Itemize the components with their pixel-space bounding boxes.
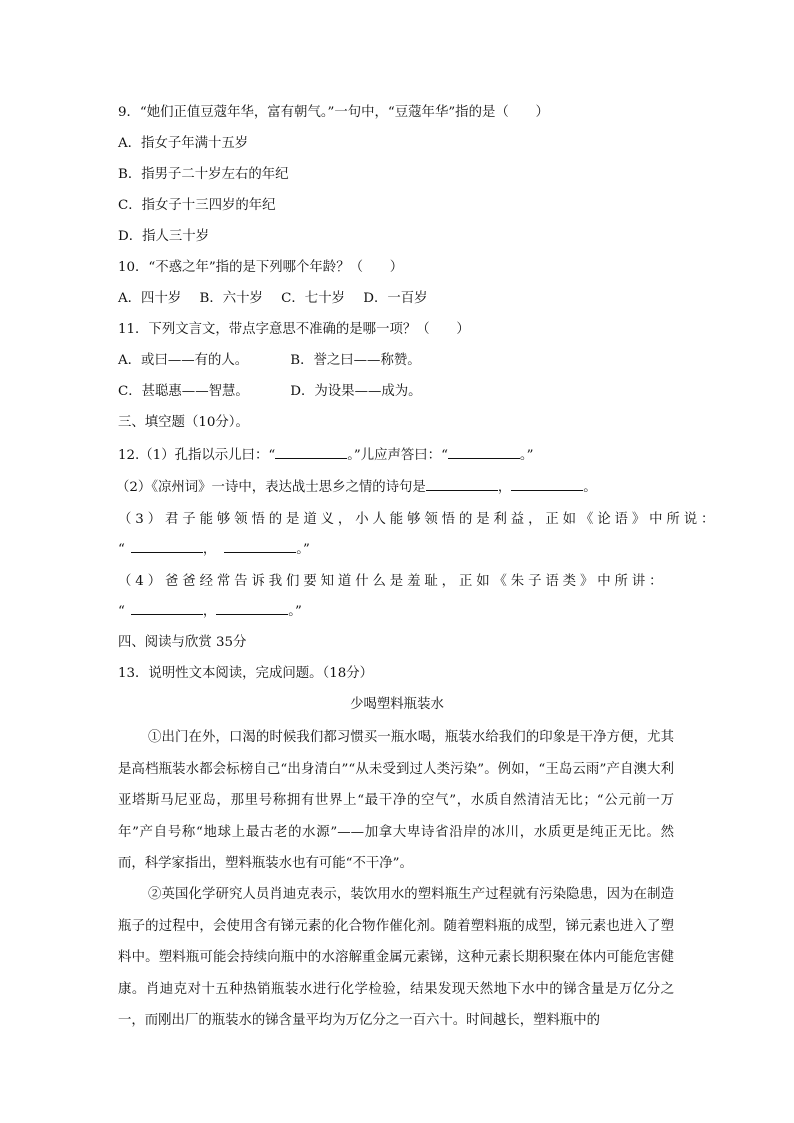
section-4-heading: 四、阅读与欣赏 35分 <box>118 635 247 650</box>
q12-p1-text-c: 。” <box>519 448 534 463</box>
answer-blank[interactable] <box>131 540 203 553</box>
answer-blank[interactable] <box>216 602 288 615</box>
q12-p4-open-quote: “ <box>118 604 125 619</box>
question-12-part-3: （3）君子能够领悟的是道义，小人能够领悟的是利益，正如《论语》中所说： <box>118 512 719 527</box>
question-10-options <box>118 289 428 309</box>
q12-p2-text-a: （2）《凉州词》一诗中，表达战士思乡之情的诗句是 <box>116 480 426 495</box>
question-9-option-d: D．指人三十岁 <box>118 229 210 244</box>
answer-blank[interactable] <box>426 478 498 491</box>
question-12-part-4: （4）爸爸经常告诉我们要知道什么是羞耻，正如《朱子语类》中所讲： <box>118 574 667 589</box>
article-paragraph-1: ①出门在外，口渴的时候我们都习惯买一瓶水喝，瓶装水给我们的印象是干净方便，尤其是高档瓶装水都会标榜自己“出身清白”“从未受到过人类污染”。例如，“王岛云雨”产自澳大利亚塔斯马尼亚岛，那里号称拥有世界上“最干净的空气”，水质自然清洁无比；“公元前一万年”产自号称“地球上最古老的水源”——加拿大卑诗省沿岸的冰川，水质更是纯正无比。然而，科学家指出，塑料瓶装水也有可能“不干净”。 <box>118 730 674 871</box>
question-10-option-a: A．四十岁 <box>118 291 182 306</box>
q12-p3-open-quote: “ <box>118 542 125 557</box>
q12-p3-close-quote: 。” <box>296 542 310 557</box>
question-9-option-b: B．指男子二十岁左右的年纪 <box>118 167 289 182</box>
question-11-option-c: C．甚聪惠——智慧。 <box>118 384 249 399</box>
answer-blank[interactable] <box>131 602 203 615</box>
answer-blank[interactable] <box>275 446 347 459</box>
question-11-options-row2 <box>118 382 422 402</box>
question-9-stem: 9．“她们正值豆蔻年华，富有朝气。”一句中，“豆蔻年华”指的是（ ） <box>118 105 549 120</box>
question-11-stem: 11．下列文言文，带点字意思不准确的是哪一项？（ ） <box>118 322 470 337</box>
question-10-stem: 10．“不惑之年”指的是下列哪个年龄？（ ） <box>118 260 404 275</box>
q12-p1-text-a: 12.（1）孔指以示儿曰：“ <box>118 448 276 463</box>
question-11-option-d: D．为设果——成为。 <box>290 384 422 399</box>
q12-p4-close-quote: 。” <box>288 604 302 619</box>
answer-blank[interactable] <box>448 446 520 459</box>
question-13-stem: 13．说明性文本阅读，完成问题。（18分） <box>118 666 374 681</box>
question-12-part-3-blanks <box>118 540 310 560</box>
question-12-part-1 <box>118 446 533 466</box>
article-paragraph-2: ②英国化学研究人员肖迪克表示，装饮用水的塑料瓶生产过程就有污染隐患，因为在制造瓶子的过程中，会使用含有锑元素的化合物作催化剂。随着塑料瓶的成型，锑元素也进入了塑料中。塑料瓶可能会持续向瓶中的水溶解重金属元素锑，这种元素长期积聚在体内可能危害健康。肖迪克对十五种热销瓶装水进行化学检验，结果发现天然地下水中的锑含量是万亿分之一，而刚出厂的瓶装水的锑含量平均为万亿分之一百六十。时间越长，塑料瓶中的 <box>118 887 674 1028</box>
q12-p3-comma: ， <box>202 542 217 557</box>
question-10-option-b: B．六十岁 <box>199 291 263 306</box>
question-12-part-2 <box>116 478 597 498</box>
question-10-option-c: C．七十岁 <box>281 291 345 306</box>
question-9-option-a: A．指女子年满十五岁 <box>118 136 249 151</box>
question-11-option-b: B．誉之曰——称赞。 <box>290 353 421 368</box>
answer-blank[interactable] <box>224 540 296 553</box>
q12-p2-text-b: ， <box>497 480 512 495</box>
q12-p4-comma: ， <box>202 604 217 619</box>
section-3-heading: 三、填空题（10分）。 <box>118 415 249 430</box>
question-10-option-d: D．一百岁 <box>363 291 428 306</box>
question-11-option-a: A．或曰——有的人。 <box>118 353 249 368</box>
question-11-options-row1 <box>118 351 421 371</box>
article-title: 少喝塑料瓶装水 <box>350 697 444 712</box>
q12-p2-text-c: 。 <box>583 480 597 495</box>
q12-p1-text-b: 。”儿应声答曰：“ <box>347 448 448 463</box>
question-9-option-c: C．指女子十三四岁的年纪 <box>118 198 276 213</box>
answer-blank[interactable] <box>511 478 583 491</box>
question-12-part-4-blanks <box>118 602 302 622</box>
